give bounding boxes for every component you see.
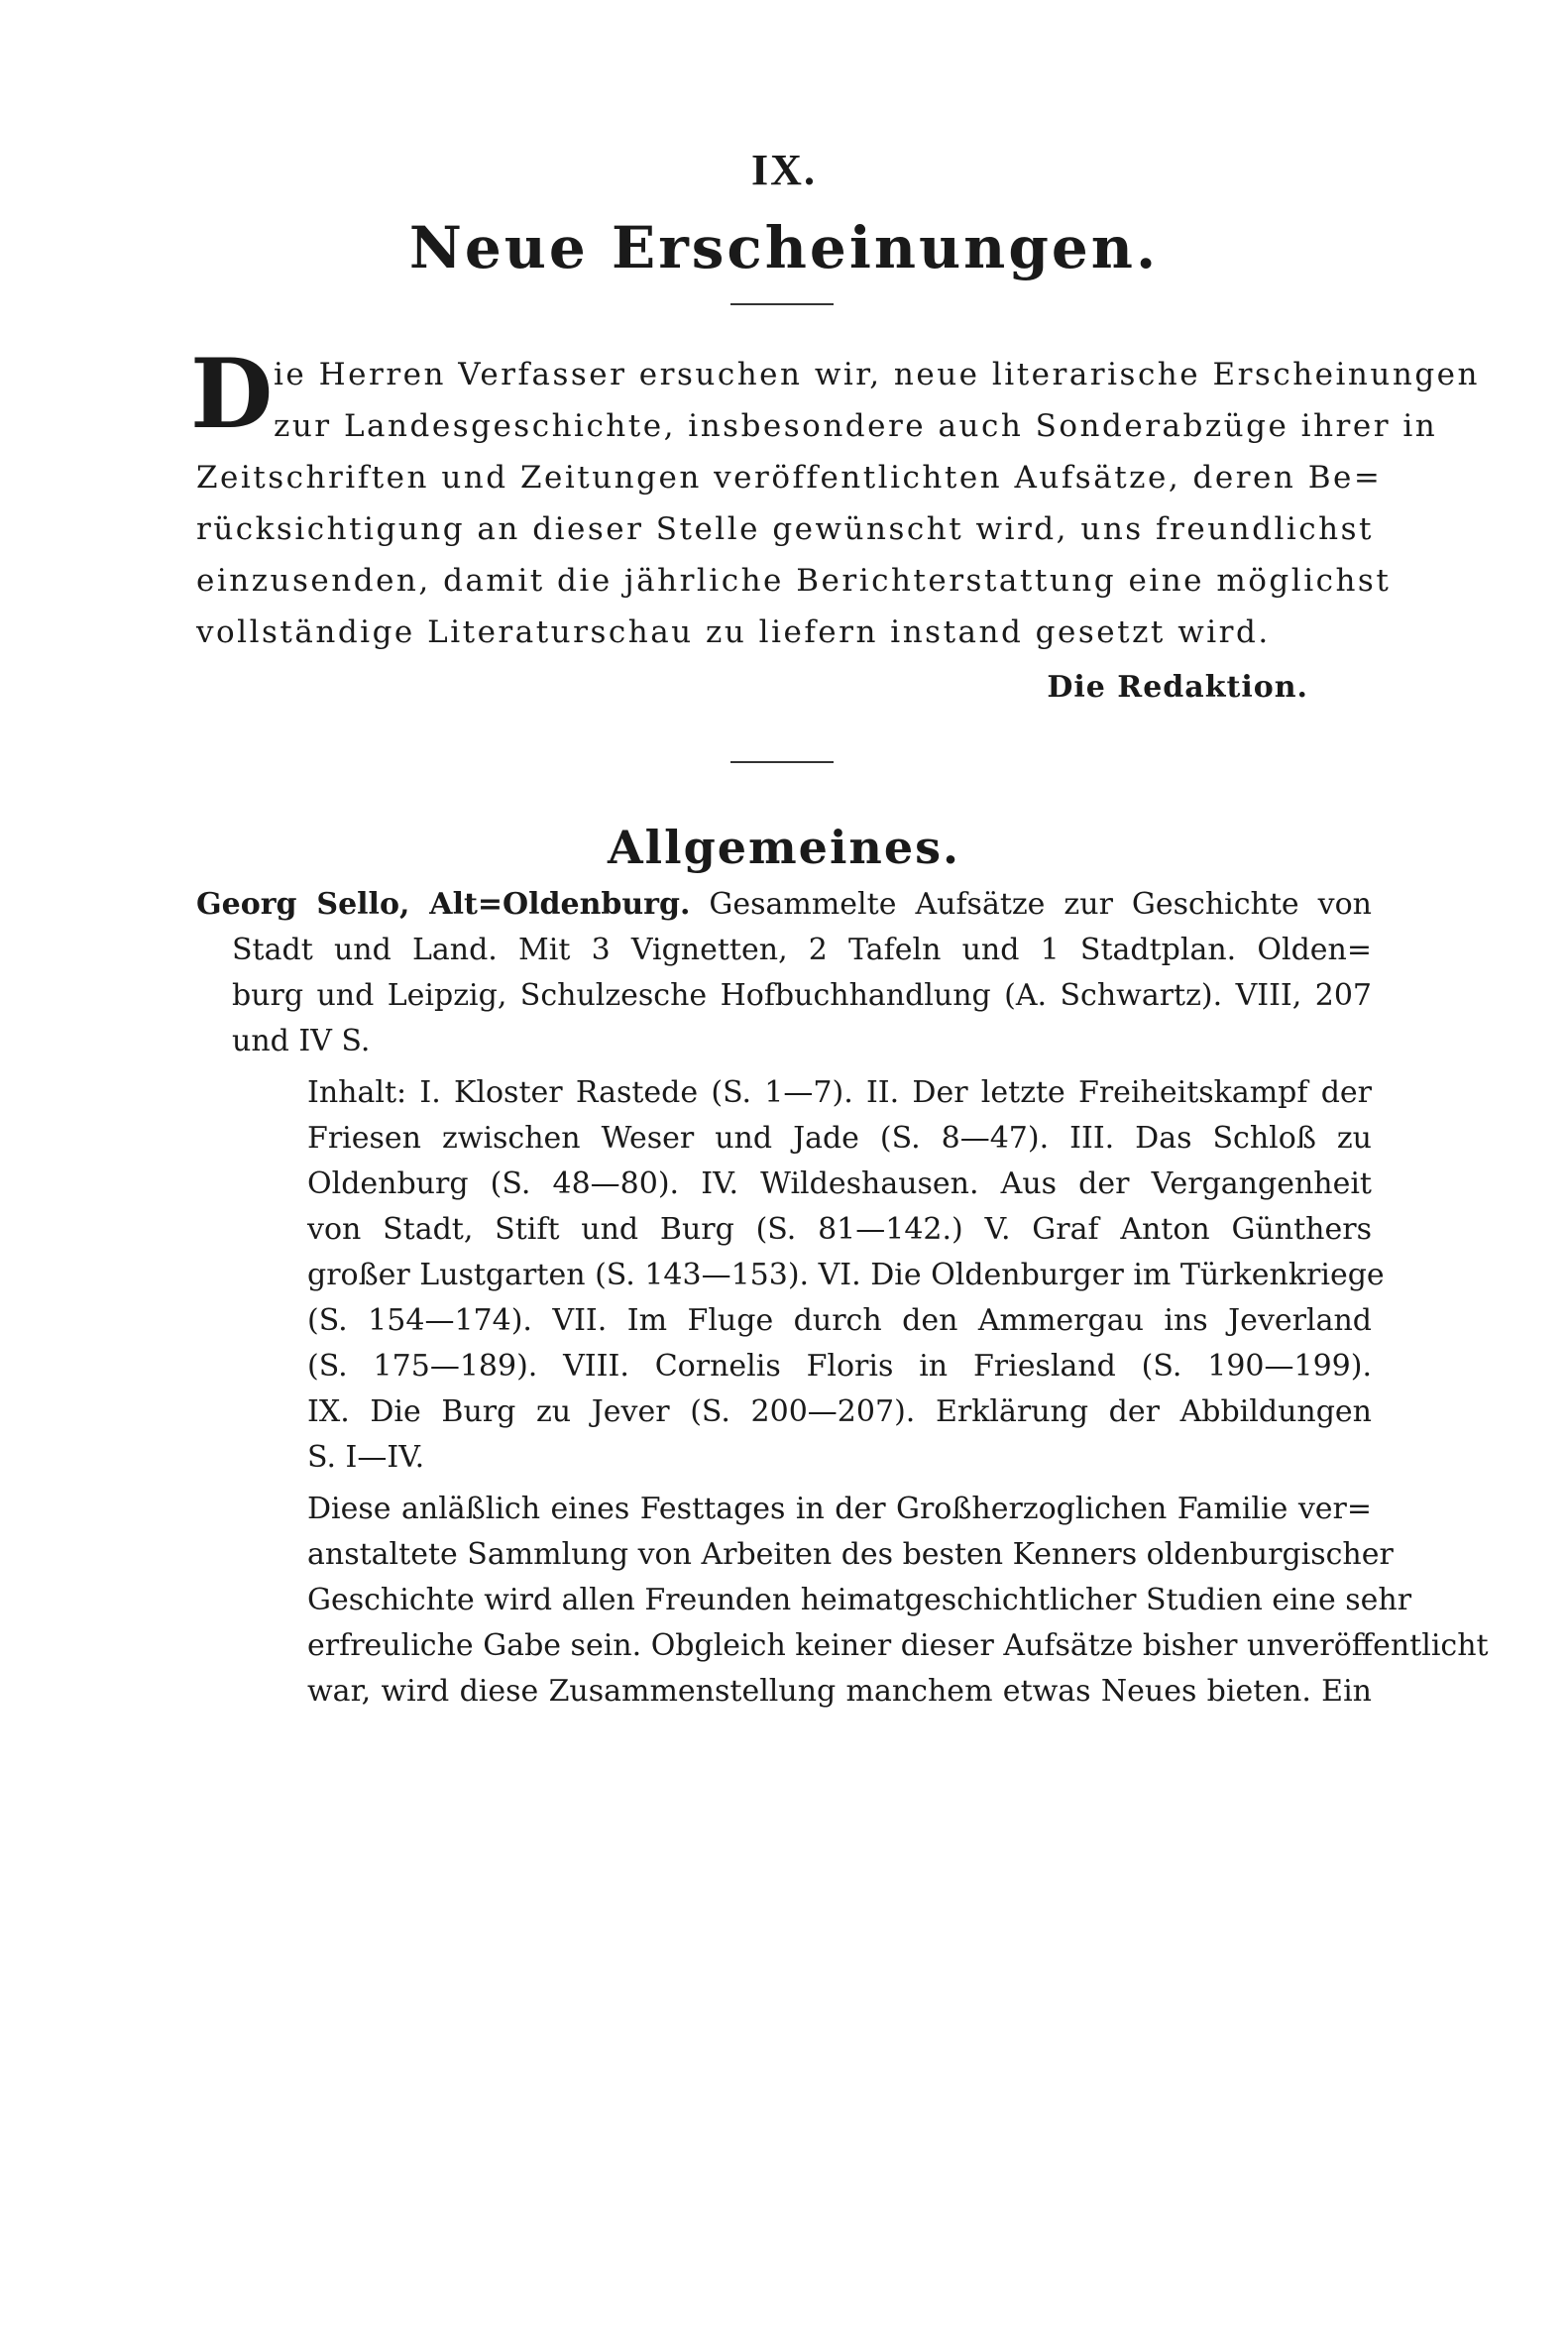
review-line: Diese anläßlich eines Festtages in der Großherzoglichen Familie ver=: [307, 1492, 1372, 1526]
notice-line: vollständige Literaturschau zu liefern instand gesetzt wird.: [196, 614, 1271, 650]
notice-line: Zeitschriften und Zeitungen veröffentlichten Aufsätze, deren Be=: [196, 460, 1383, 496]
section-heading: Allgemeines.: [607, 821, 961, 874]
review-line: erfreuliche Gabe sein. Obgleich keiner dieser Aufsätze bisher unveröffentlicht: [307, 1628, 1489, 1663]
entry-line: und IV S.: [232, 1024, 371, 1058]
notice-line: ie Herren Verfasser ersuchen wir, neue literarische Erscheinungen: [274, 357, 1480, 392]
review-line: war, wird diese Zusammenstellung manchem etwas Neues bieten. Ein: [307, 1674, 1372, 1709]
chapter-title: Neue Erscheinungen.: [408, 214, 1160, 281]
contents-line: von Stadt, Stift und Burg (S. 81—142.) V. Graf Anton Günthers: [307, 1212, 1372, 1247]
entry-line: Stadt und Land. Mit 3 Vignetten, 2 Tafeln und 1 Stadtplan. Olden=: [232, 933, 1372, 967]
notice-line: rücksichtigung an dieser Stelle gewünscht wird, uns freundlichst: [196, 511, 1374, 547]
divider-rule: [730, 303, 834, 305]
divider-rule: [730, 761, 834, 763]
notice-line: zur Landesgeschichte, insbesondere auch Sonderabzüge ihrer in: [274, 408, 1438, 444]
contents-line: (S. 154—174). VII. Im Fluge durch den Ammergau ins Jeverland: [307, 1303, 1372, 1338]
contents-line: großer Lustgarten (S. 143—153). VI. Die Oldenburger im Türkenkriege: [307, 1258, 1385, 1292]
contents-line: Friesen zwischen Weser und Jade (S. 8—47). III. Das Schloß zu: [307, 1121, 1372, 1156]
entry-title: Gesammelte Aufsätze zur Geschichte von: [709, 887, 1372, 922]
editorial-notice: [190, 338, 1480, 658]
notice-line: einzusenden, damit die jährliche Berichterstattung eine möglichst: [196, 563, 1392, 599]
entry-line: burg und Leipzig, Schulzesche Hofbuchhandlung (A. Schwartz). VIII, 207: [232, 978, 1372, 1013]
contents-line: (S. 175—189). VIII. Cornelis Floris in Friesland (S. 190—199).: [307, 1349, 1372, 1384]
drop-cap: D: [190, 338, 274, 450]
chapter-number: IX.: [751, 146, 817, 194]
review-line: anstaltete Sammlung von Arbeiten des besten Kenners oldenburgischer: [307, 1537, 1394, 1572]
editorial-signature: Die Redaktion.: [1047, 670, 1308, 705]
contents-line: S. I—IV.: [307, 1440, 425, 1475]
contents-line: Oldenburg (S. 48—80). IV. Wildeshausen. Aus der Vergangenheit: [307, 1166, 1372, 1201]
entry-first-line: [196, 882, 1372, 928]
review-line: Geschichte wird allen Freunden heimatgeschichtlicher Studien eine sehr: [307, 1583, 1412, 1617]
book-entry: [196, 882, 1489, 1715]
entry-author: Georg Sello, Alt=Oldenburg.: [196, 887, 691, 922]
contents-line: IX. Die Burg zu Jever (S. 200—207). Erklärung der Abbildungen: [307, 1394, 1372, 1429]
contents-line: Inhalt: I. Kloster Rastede (S. 1—7). II. Der letzte Freiheitskampf der: [307, 1075, 1372, 1110]
